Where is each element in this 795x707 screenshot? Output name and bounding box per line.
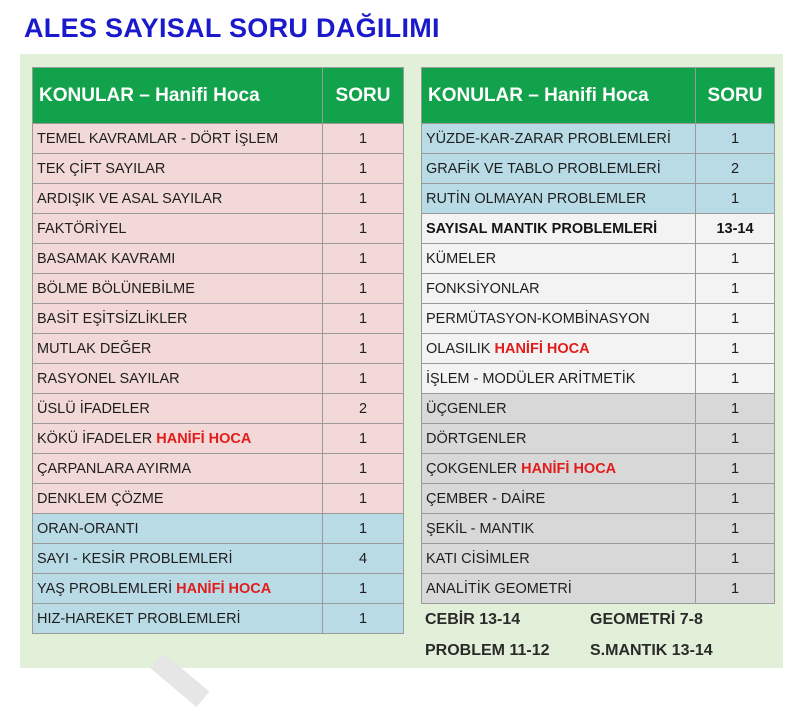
topic-label: ŞEKİL - MANTIK [426,520,535,537]
topic-cell [33,124,323,154]
page-title: ALES SAYISAL SORU DAĞILIMI [24,13,440,43]
topic-cell [422,364,696,394]
table-row [422,454,775,484]
table-row [422,274,775,304]
summary-geometri: GEOMETRİ 7-8 [590,611,703,628]
topic-cell [422,484,696,514]
table-row [33,244,404,274]
count-cell: 1 [323,334,404,364]
table-header [422,68,775,124]
count-cell: 1 [696,544,775,574]
count-cell: 1 [696,574,775,604]
table-row [422,424,775,454]
table-row [33,514,404,544]
summary-smantik: S.MANTIK 13-14 [590,642,713,659]
table-row [422,484,775,514]
topic-cell [33,184,323,214]
count-cell: 1 [696,244,775,274]
topic-label: FONKSİYONLAR [426,280,540,297]
topic-cell [33,604,323,634]
topic-label: ÇEMBER - DAİRE [426,490,546,507]
count-cell: 2 [323,394,404,424]
table-row [33,484,404,514]
count-cell: 1 [323,304,404,334]
table-row [422,544,775,574]
count-cell: 1 [323,274,404,304]
count-cell: 1 [323,574,404,604]
table-row [422,304,775,334]
topic-label: ARDIŞIK VE ASAL SAYILAR [37,190,223,207]
topic-label: BASAMAK KAVRAMI [37,250,176,267]
table-row [33,604,404,634]
topic-label: BASİT EŞİTSİZLİKLER [37,310,188,327]
count-cell: 1 [323,124,404,154]
topic-label: ANALİTİK GEOMETRİ [426,580,572,597]
table-row [33,304,404,334]
header-topic: KONULAR – Hanifi Hoca [33,68,323,124]
count-cell: 1 [696,484,775,514]
topic-cell [422,514,696,544]
topic-label: RUTİN OLMAYAN PROBLEMLER [426,190,647,207]
count-cell: 1 [323,184,404,214]
topic-cell [422,154,696,184]
topic-cell [422,274,696,304]
topic-label: TEMEL KAVRAMLAR - DÖRT İŞLEM [37,130,279,147]
topic-label: SAYI - KESİR PROBLEMLERİ [37,550,233,567]
topic-label: PERMÜTASYON-KOMBİNASYON [426,310,650,327]
count-cell: 1 [696,364,775,394]
topic-highlight: HANİFİ HOCA [176,580,272,597]
count-cell: 1 [323,484,404,514]
topic-cell [33,214,323,244]
topic-cell [422,184,696,214]
table-row [33,124,404,154]
count-cell: 1 [323,604,404,634]
topic-cell [33,454,323,484]
topic-label: OLASILIK [426,340,495,357]
topic-label: ORAN-ORANTI [37,520,139,537]
count-cell: 1 [696,514,775,544]
topic-cell [33,274,323,304]
table-row [33,364,404,394]
topic-label: KATI CİSİMLER [426,550,530,567]
count-cell: 1 [696,274,775,304]
topic-cell [33,544,323,574]
left-topic-table [32,67,404,634]
table-row [33,454,404,484]
topic-cell [33,364,323,394]
topic-cell [422,424,696,454]
table-row [33,154,404,184]
topic-label: İŞLEM - MODÜLER ARİTMETİK [426,370,636,387]
count-cell: 1 [323,244,404,274]
topic-label: ÜSLÜ İFADELER [37,400,150,417]
topic-label: SAYISAL MANTIK PROBLEMLERİ [426,220,658,237]
topic-label: YAŞ PROBLEMLERİ [37,580,177,597]
topic-label: DÖRTGENLER [426,430,527,447]
topic-label: ÜÇGENLER [426,400,507,417]
topic-cell [33,574,323,604]
count-cell: 1 [323,214,404,244]
count-cell: 1 [696,184,775,214]
topic-cell [422,244,696,274]
topic-highlight: HANİFİ HOCA [494,340,590,357]
table-row [422,394,775,424]
topic-cell [422,124,696,154]
topic-label: TEK ÇİFT SAYILAR [37,160,166,177]
header-count: SORU [323,68,404,124]
table-row [422,364,775,394]
topic-label: MUTLAK DEĞER [37,340,152,357]
table-row [33,424,404,454]
topic-label: HIZ-HAREKET PROBLEMLERİ [37,610,241,627]
topic-cell [33,304,323,334]
count-cell: 13-14 [696,214,775,244]
topic-label: RASYONEL SAYILAR [37,370,180,387]
right-topic-table [421,67,775,604]
topic-label: ÇARPANLARA AYIRMA [37,460,192,477]
topic-label: GRAFİK VE TABLO PROBLEMLERİ [426,160,661,177]
count-cell: 1 [696,454,775,484]
topic-cell [422,394,696,424]
topic-cell [422,334,696,364]
topic-cell [422,454,696,484]
topic-cell [422,304,696,334]
count-cell: 1 [696,304,775,334]
topic-cell [33,484,323,514]
count-cell: 1 [323,454,404,484]
topic-cell [33,244,323,274]
topic-cell [422,214,696,244]
count-cell: 1 [323,514,404,544]
count-cell: 4 [323,544,404,574]
count-cell: 1 [696,394,775,424]
table-row [33,334,404,364]
table-row [422,124,775,154]
count-cell: 1 [323,154,404,184]
table-row [422,154,775,184]
topic-label: KÜMELER [426,250,497,267]
table-row [33,214,404,244]
table-row [422,184,775,214]
table-header [33,68,404,124]
count-cell: 1 [323,424,404,454]
table-row [422,334,775,364]
table-row [33,274,404,304]
count-cell: 1 [696,124,775,154]
topic-label: FAKTÖRİYEL [37,220,127,237]
topic-label: DENKLEM ÇÖZME [37,490,164,507]
topic-cell [33,394,323,424]
summary-cebir: CEBİR 13-14 [425,611,521,628]
table-row [422,214,775,244]
table-row [33,544,404,574]
header-count: SORU [696,68,775,124]
topic-cell [33,334,323,364]
table-row [33,574,404,604]
topic-highlight: HANİFİ HOCA [521,460,617,477]
header-topic: KONULAR – Hanifi Hoca [422,68,696,124]
topic-cell [33,154,323,184]
topic-cell [422,544,696,574]
count-cell: 1 [323,364,404,394]
table-row [422,514,775,544]
topic-label: KÖKÜ İFADELER [37,430,157,447]
table-row [33,394,404,424]
topic-cell [33,514,323,544]
topic-label: YÜZDE-KAR-ZARAR PROBLEMLERİ [426,130,671,147]
topic-label: ÇOKGENLER [426,460,522,477]
count-cell: 1 [696,334,775,364]
table-row [422,574,775,604]
topic-cell [422,574,696,604]
summary-problem: PROBLEM 11-12 [425,642,550,659]
table-row [33,184,404,214]
topic-label: BÖLME BÖLÜNEBİLME [37,280,195,297]
topic-highlight: HANİFİ HOCA [156,430,252,447]
count-cell: 1 [696,424,775,454]
topic-cell [33,424,323,454]
table-row [422,244,775,274]
count-cell: 2 [696,154,775,184]
